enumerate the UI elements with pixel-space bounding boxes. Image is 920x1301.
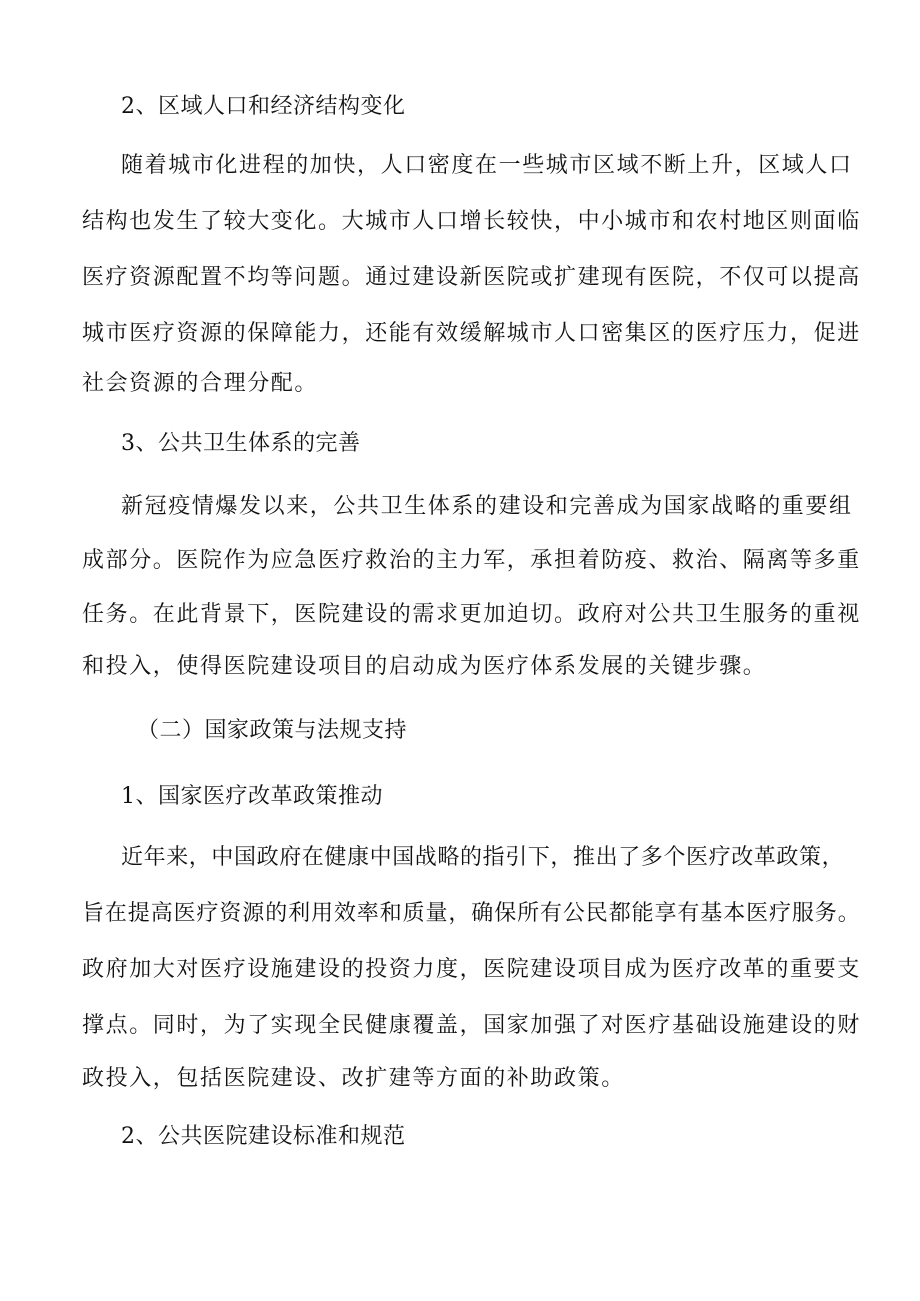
paragraph-line: 成部分。医院作为应急医疗救治的主力军，承担着防疫、救治、隔离等多重 <box>82 548 861 573</box>
paragraph-line: 撑点。同时，为了实现全民健康覆盖，国家加强了对医疗基础设施建设的财 <box>82 1013 861 1038</box>
section-heading: 1、国家医疗改革政策推动 <box>121 784 383 809</box>
subsection-heading: （二）国家政策与法规支持 <box>137 718 408 743</box>
paragraph-line: 结构也发生了较大变化。大城市人口增长较快，中小城市和农村地区则面临 <box>82 209 861 234</box>
paragraph-line: 政投入，包括医院建设、改扩建等方面的补助政策。 <box>82 1066 625 1091</box>
paragraph-line: 社会资源的合理分配。 <box>82 371 319 396</box>
paragraph-line: 任务。在此背景下，医院建设的需求更加迫切。政府对公共卫生服务的重视 <box>82 602 861 627</box>
paragraph-line: 医疗资源配置不均等问题。通过建设新医院或扩建现有医院，不仅可以提高 <box>82 265 861 290</box>
paragraph-line: 城市医疗资源的保障能力，还能有效缓解城市人口密集区的医疗压力，促进 <box>82 321 861 346</box>
paragraph-line: 和投入，使得医院建设项目的启动成为医疗体系发展的关键步骤。 <box>82 654 767 679</box>
paragraph-line: 旨在提高医疗资源的利用效率和质量，确保所有公民都能享有基本医疗服务。 <box>82 901 861 926</box>
paragraph-line: 随着城市化进程的加快，人口密度在一些城市区域不断上升，区域人口 <box>121 153 853 178</box>
paragraph-line: 近年来，中国政府在健康中国战略的指引下，推出了多个医疗改革政策， <box>121 845 845 870</box>
section-heading: 3、公共卫生体系的完善 <box>121 431 361 456</box>
paragraph-line: 新冠疫情爆发以来，公共卫生体系的建设和完善成为国家战略的重要组 <box>121 494 853 519</box>
section-heading: 2、区域人口和经济结构变化 <box>121 94 406 119</box>
section-heading: 2、公共医院建设标准和规范 <box>121 1124 406 1149</box>
paragraph-line: 政府加大对医疗设施建设的投资力度，医院建设项目成为医疗改革的重要支 <box>82 957 861 982</box>
